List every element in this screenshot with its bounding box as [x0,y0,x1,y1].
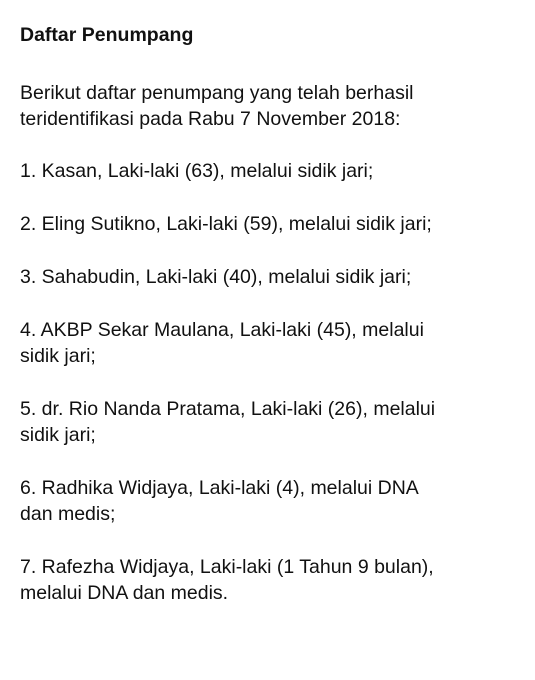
passenger-item-6 [20,475,520,527]
document-page [20,22,520,633]
passenger-line: 7. Rafezha Widjaya, Laki-laki (1 Tahun 9 bulan), [20,556,434,578]
passenger-line: sidik jari; [20,424,96,446]
passenger-line: sidik jari; [20,345,96,367]
intro-paragraph [20,80,520,132]
passenger-line: melalui DNA dan medis. [20,582,229,604]
passenger-item-4 [20,317,520,369]
passenger-line: 1. Kasan, Laki-laki (63), melalui sidik jari; [20,160,374,182]
passenger-line: dan medis; [20,503,116,525]
passenger-line: 6. Radhika Widjaya, Laki-laki (4), melalui DNA [20,477,419,499]
intro-line: Berikut daftar penumpang yang telah berhasil [20,82,414,104]
passenger-item-5 [20,396,520,448]
document-title: Daftar Penumpang [20,24,194,46]
passenger-line: 5. dr. Rio Nanda Pratama, Laki-laki (26), melalui [20,398,436,420]
intro-line: teridentifikasi pada Rabu 7 November 2018: [20,108,401,130]
passenger-item-7 [20,554,520,606]
passenger-item-3 [20,264,520,290]
passenger-line: 2. Eling Sutikno, Laki-laki (59), melalui sidik jari; [20,213,432,235]
passenger-item-2 [20,211,520,237]
passenger-line: 4. AKBP Sekar Maulana, Laki-laki (45), melalui [20,319,424,341]
passenger-line: 3. Sahabudin, Laki-laki (40), melalui sidik jari; [20,266,412,288]
passenger-item-1 [20,158,520,184]
